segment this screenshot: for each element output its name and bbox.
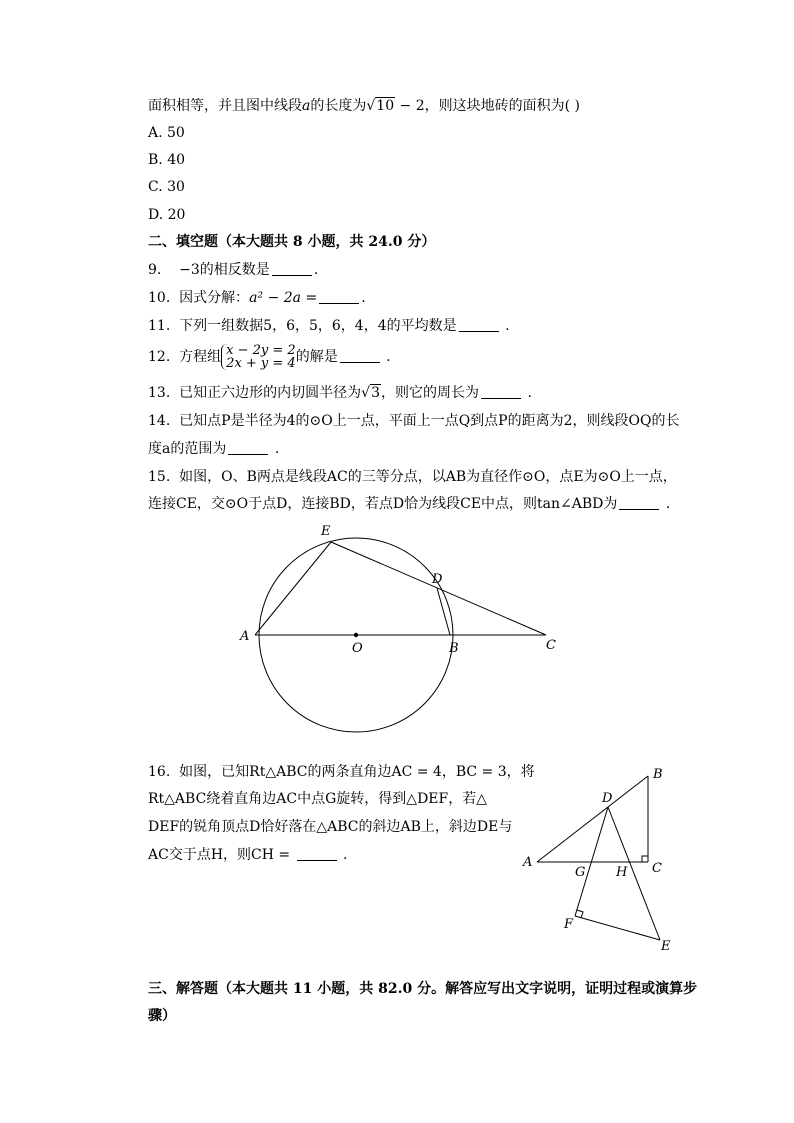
q14-line1: 14. 已知点P是半径为4的⊙O上一点，平面上一点Q到点P的距离为2，则线段OQ的长: [148, 413, 680, 429]
q8-option-a: A. 50: [148, 125, 185, 141]
label-f: F: [564, 917, 574, 932]
q16-line4: AC交于点H，则CH = .: [148, 847, 348, 863]
center-dot: [354, 633, 358, 637]
q10: 10. 因式分解：a² − 2a = .: [148, 290, 366, 306]
q9-answer-blank: [272, 261, 312, 276]
label-b: B: [449, 641, 459, 656]
q11-answer-blank: [459, 317, 499, 332]
q15-line2: 连接CE，交⊙O于点D，连接BD，若点D恰为线段CE中点，则tan∠ABD为 .: [148, 496, 671, 512]
section3-heading-line2: 骤）: [148, 1008, 176, 1024]
segment-ae: [255, 542, 331, 635]
right-angle-c: [642, 856, 648, 862]
q16-answer-blank: [297, 846, 337, 861]
segment-fe: [575, 916, 660, 940]
segment-ab: [537, 776, 648, 862]
q16-line1: 16. 如图，已知Rt△ABC的两条直角边AC = 4，BC = 3，将: [148, 764, 535, 780]
q8-option-d: D. 20: [148, 207, 186, 223]
label-o: O: [352, 641, 363, 656]
q12-answer-blank: [340, 348, 380, 363]
q16-line3: DEF的锐角顶点D恰好落在△ABC的斜边AB上，斜边DE与: [148, 819, 513, 835]
q13-answer-blank: [481, 384, 521, 399]
label-e: E: [661, 939, 671, 954]
label-e: E: [321, 524, 331, 539]
q14-line2: 度a的范围为 .: [148, 441, 280, 457]
q14-answer-blank: [228, 440, 268, 455]
label-g: G: [575, 865, 586, 880]
label-c: C: [546, 638, 556, 653]
label-b: B: [653, 767, 663, 782]
label-d: D: [432, 572, 443, 587]
q15-figure: [230, 515, 570, 740]
q8-stem: 面积相等，并且图中线段a的长度为√10 − 2，则这块地砖的面积为( ): [148, 98, 581, 114]
q10-answer-blank: [319, 289, 359, 304]
q8-option-c: C. 30: [148, 179, 185, 195]
label-h: H: [616, 865, 628, 880]
section2-heading: 二、填空题（本大题共 8 小题，共 24.0 分）: [148, 234, 436, 250]
segment-ec: [331, 542, 546, 635]
q12: 12. 方程组 x − 2y = 2 2x + y = 4的解是 .: [148, 343, 391, 371]
q12-equation-system: x − 2y = 2 2x + y = 4: [221, 344, 296, 370]
q11: 11. 下列一组数据5，6，5，6，4，4的平均数是 .: [148, 318, 510, 334]
q9: 9. −3的相反数是 .: [148, 262, 319, 278]
q13: 13. 已知正六边形的内切圆半径为√3，则它的周长为 .: [148, 385, 532, 401]
section3-heading-line1: 三、解答题（本大题共 11 小题，共 82.0 分。解答应写出文字说明，证明过程或演算步: [148, 981, 698, 997]
q15-line1: 15. 如图，O、B两点是线段AC的三等分点，以AB为直径作⊙O，点E为⊙O上一点，: [148, 469, 677, 485]
q16-figure: [515, 760, 685, 960]
label-a: A: [240, 629, 250, 644]
label-c: C: [652, 861, 662, 876]
q15-answer-blank: [619, 495, 659, 510]
label-a: A: [523, 855, 533, 870]
segment-bd: [437, 588, 450, 635]
label-d: D: [602, 791, 613, 806]
q16-line2: Rt△ABC绕着直角边AC中点G旋转，得到△DEF，若△: [148, 791, 488, 807]
q8-option-b: B. 40: [148, 152, 186, 168]
